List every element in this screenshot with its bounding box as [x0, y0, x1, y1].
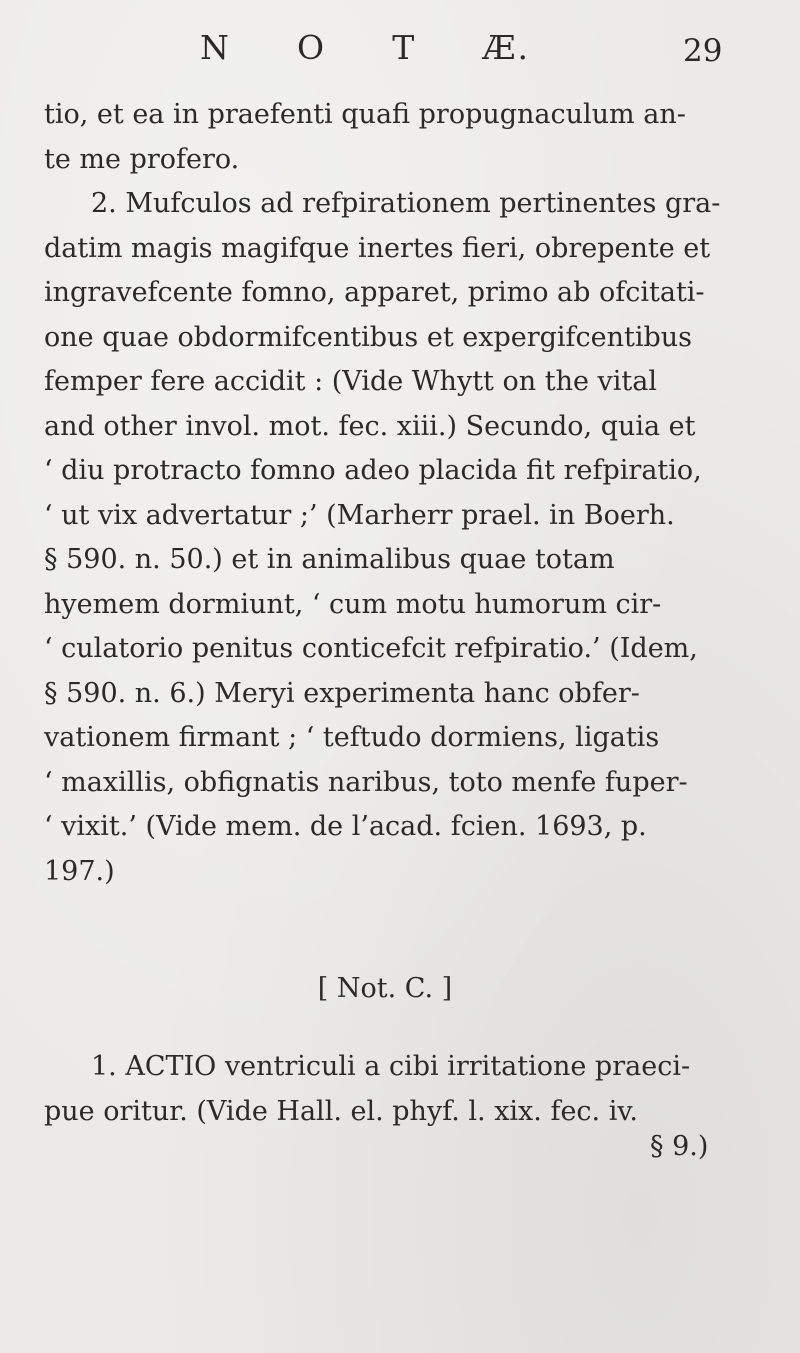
section-heading: [0, 973, 800, 1004]
text-line: 1. ACTIO ventriculi a cibi irritatione praeci-: [91, 1051, 691, 1082]
paragraph-3: [44, 1045, 764, 1134]
text-line: ‘ culatorio penitus conticefcit refpiratio.’ (Idem,: [44, 633, 698, 664]
paragraph-2: [44, 182, 764, 894]
text-line: ‘ maxillis, obfignatis naribus, toto menfe fuper-: [44, 766, 688, 798]
text-line: tio, et ea in praefenti quafi propugnaculum an-: [44, 99, 686, 130]
page-number: 29: [683, 33, 723, 69]
text-line: vationem firmant ; ‘ teftudo dormiens, ligatis: [44, 722, 660, 753]
main-text: [44, 93, 764, 894]
running-header: [0, 20, 800, 80]
text-line: datim magis magifque inertes fieri, obrepente et: [44, 232, 711, 264]
text-line: hyemem dormiunt, ‘ cum motu humorum cir-: [44, 588, 662, 620]
section-heading-text: [ Not. C. ]: [317, 973, 453, 1004]
header-title: [200, 28, 530, 67]
text-line: ‘ diu protracto fomno adeo placida fit refpiratio,: [44, 455, 702, 486]
text-line: pue oritur. (Vide Hall. el. phyf. l. xix. fec. iv.: [44, 1095, 638, 1127]
header-letter-o: O: [297, 28, 327, 67]
text-line: § 590. n. 50.) et in animalibus quae totam: [44, 544, 615, 575]
text-line: ingravefcente fomno, apparet, primo ab ofcitati-: [44, 277, 705, 308]
header-letter-ae: Æ.: [482, 28, 530, 67]
catchword: § 9.): [650, 1131, 709, 1162]
text-line: ‘ ut vix advertatur ;’ (Marherr prael. in Boerh.: [44, 499, 675, 531]
text-line: femper fere accidit : (Vide Whytt on the vital: [44, 366, 657, 397]
header-letter-t: T: [392, 28, 417, 67]
text-line: te me profero.: [44, 143, 240, 175]
text-line: § 590. n. 6.) Meryi experimenta hanc obfer-: [44, 677, 640, 709]
text-line: and other invol. mot. fec. xiii.) Secundo, quia et: [44, 410, 696, 442]
text-line: one quae obdormifcentibus et expergifcentibus: [44, 321, 693, 353]
text-line: ‘ vixit.’ (Vide mem. de l’acad. fcien. 1693, p.: [44, 811, 647, 842]
header-letter-n: N: [200, 28, 231, 67]
text-line: 2. Mufculos ad refpirationem pertinentes gra-: [91, 188, 721, 219]
text-line: 197.): [44, 855, 115, 887]
section-text: [44, 1045, 764, 1134]
paragraph-1: [44, 93, 764, 182]
